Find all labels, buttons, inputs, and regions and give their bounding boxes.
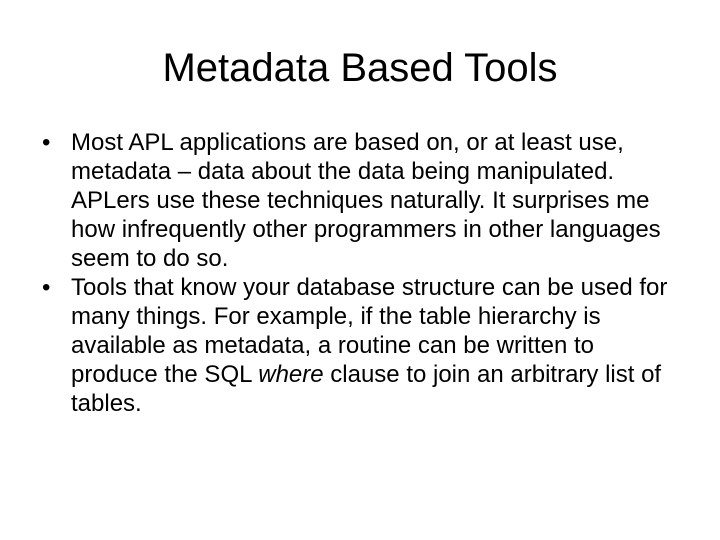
bullet-text bbox=[71, 274, 667, 417]
bullet-text-part: Tools that know your database structure can be used for many things. For example, if the table hierarchy is available as metadata, a routine can be written to produce the SQL bbox=[71, 274, 668, 388]
bullet-text-part: clause to join an arbitrary list of tables. bbox=[71, 361, 662, 417]
bullet-marker: • bbox=[42, 274, 51, 301]
slide-title: Metadata Based Tools bbox=[162, 46, 558, 90]
bullet-list bbox=[40, 128, 680, 418]
bullet-text: Most APL applications are based on, or at least use, metadata – data about the data being manipulated. APLers use these techniques naturally. It surprises me how infrequently other programmers in other languages seem to do so. bbox=[71, 129, 661, 272]
bullet-item bbox=[40, 128, 680, 273]
bullet-item bbox=[40, 273, 680, 418]
bullet-text-italic: where bbox=[258, 361, 324, 388]
bullet-marker: • bbox=[42, 129, 51, 156]
